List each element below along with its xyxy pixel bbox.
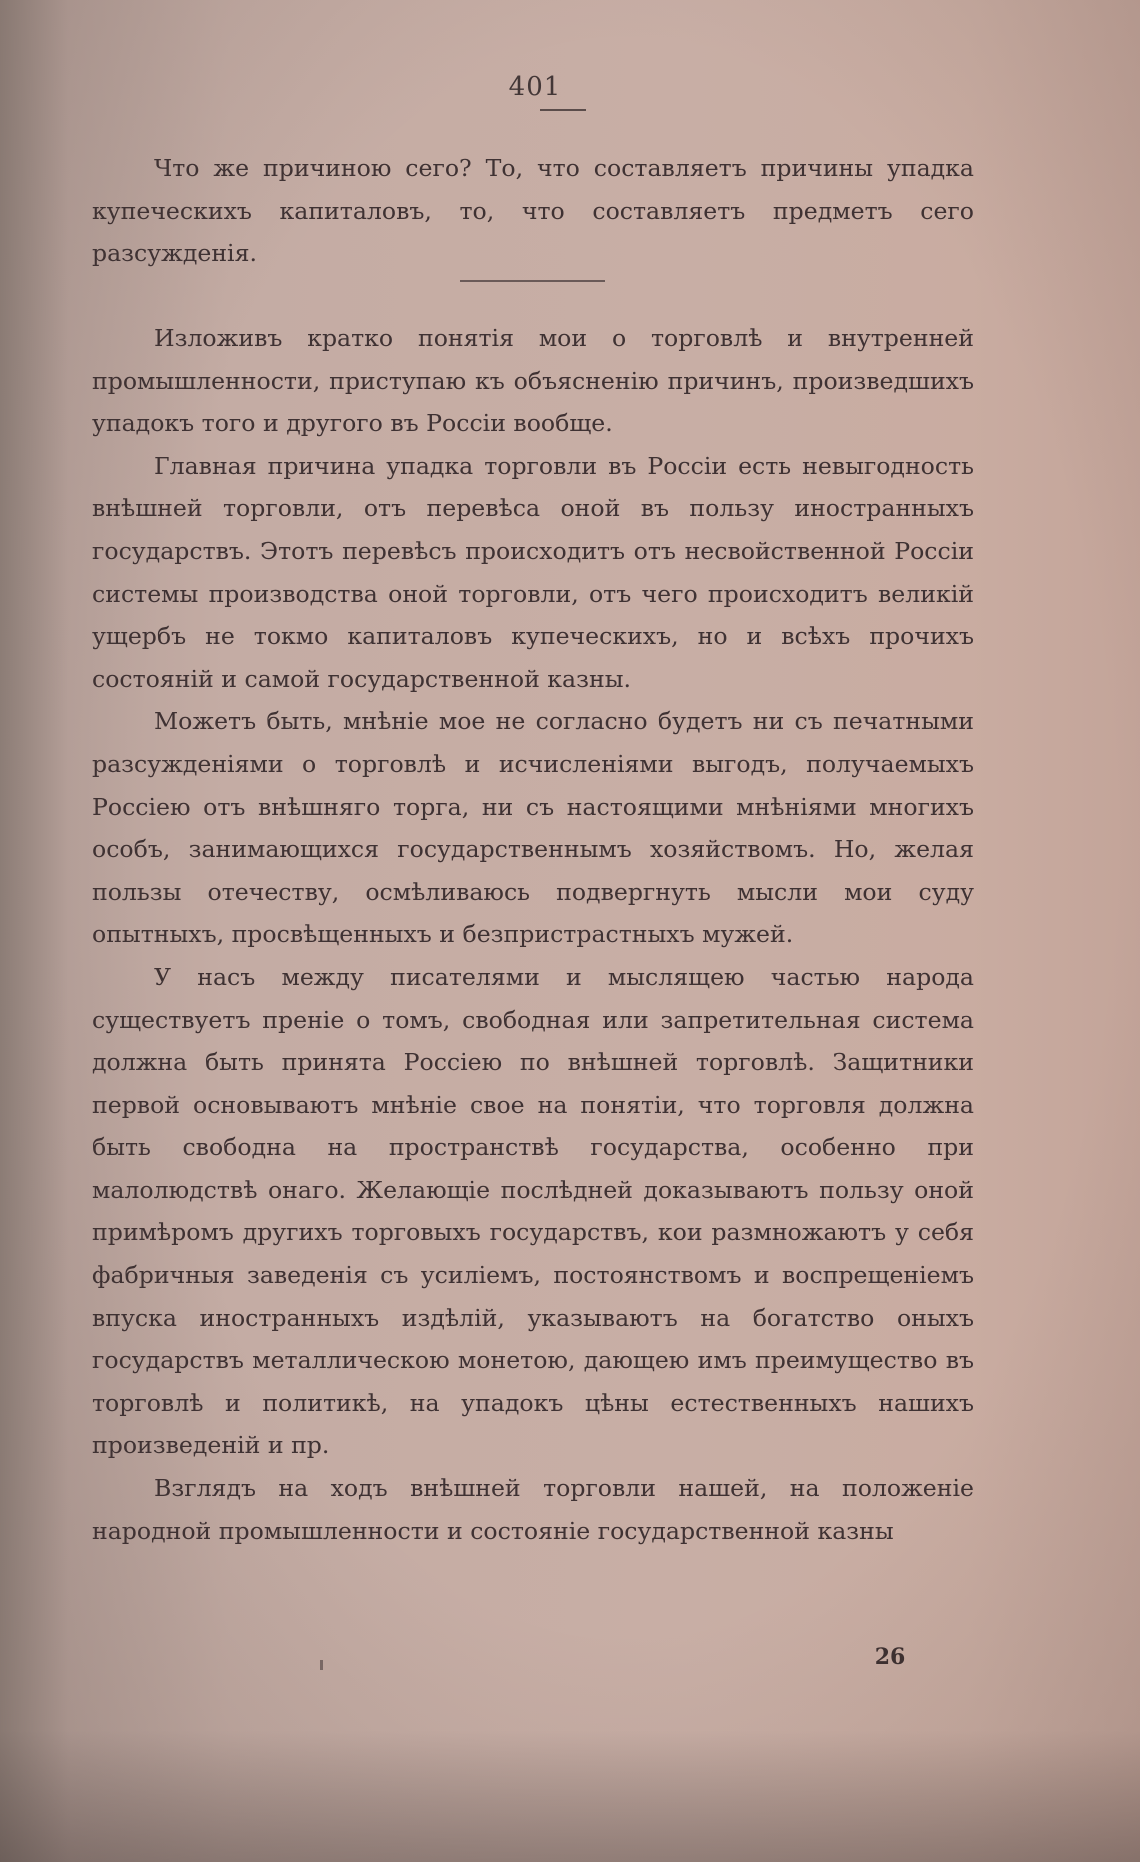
section-separator xyxy=(460,280,605,282)
paragraph-5: Взглядъ на ходъ внѣшней торговли нашей, на положеніе народной промышленности и состояніе государственной казны xyxy=(92,1474,974,1545)
bottom-shadow xyxy=(0,1730,1140,1862)
intro-paragraph: Что же причиною сего? То, что составляетъ причины упадка купеческихъ капиталовъ, то, что составляетъ предметъ сего разсужденія. xyxy=(92,154,974,268)
paragraph-1: Изложивъ кратко понятія мои о торговлѣ и внутренней промышленности, приступаю къ объясненію причинъ, произведшихъ упадокъ того и другого въ Россіи вообще. xyxy=(92,324,974,438)
paragraph-4: У насъ между писателями и мыслящею частью народа существуетъ преніе о томъ, свободная или запретительная система должна быть принята Россіею по внѣшней торговлѣ. Защитники первой основываютъ мнѣніе свое на понятіи, что торговля должна быть свободна на пространствѣ государства, особенно при малолюдствѣ онаго. Желающіе послѣдней доказываютъ пользу оной примѣромъ другихъ торговыхъ государствъ, кои размножаютъ у себя фабричныя заведенія съ усиліемъ, постоянствомъ и воспрещеніемъ впуска иностранныхъ издѣлій, указываютъ на богатство оныхъ государствъ металлическою монетою, дающею имъ преимущество въ торговлѣ и политикѣ, на упадокъ цѣны естественныхъ нашихъ произведеній и пр. xyxy=(92,962,974,1460)
signature-mark: 26 xyxy=(874,1644,906,1670)
intro-paragraph-block xyxy=(92,147,974,275)
paragraph-2: Главная причина упадка торговли въ Россіи есть невыгодность внѣшней торговли, отъ перевѣса оной въ пользу иностранныхъ государствъ. Этотъ перевѣсъ происходитъ отъ несвойственной Россіи системы производства оной торговли, отъ чего происходитъ великій ущербъ не токмо капиталовъ купеческихъ, но и всѣхъ прочихъ состояній и самой государственной казны. xyxy=(92,451,974,693)
body-text xyxy=(92,317,974,1552)
page-number-underline xyxy=(540,109,586,111)
page-number: 401 xyxy=(508,72,562,102)
paragraph-3: Можетъ быть, мнѣніе мое не согласно будетъ ни съ печатными разсужденіями о торговлѣ и исчисленіями выгодъ, получаемыхъ Россіею отъ внѣшняго торга, ни съ настоящими мнѣніями многихъ особъ, занимающихся государственнымъ хозяйствомъ. Но, желая пользы отечеству, осмѣливаюсь подвергнуть мысли мои суду опытныхъ, просвѣщенныхъ и безпристрастныхъ мужей. xyxy=(92,707,974,949)
print-speck xyxy=(320,1660,323,1670)
